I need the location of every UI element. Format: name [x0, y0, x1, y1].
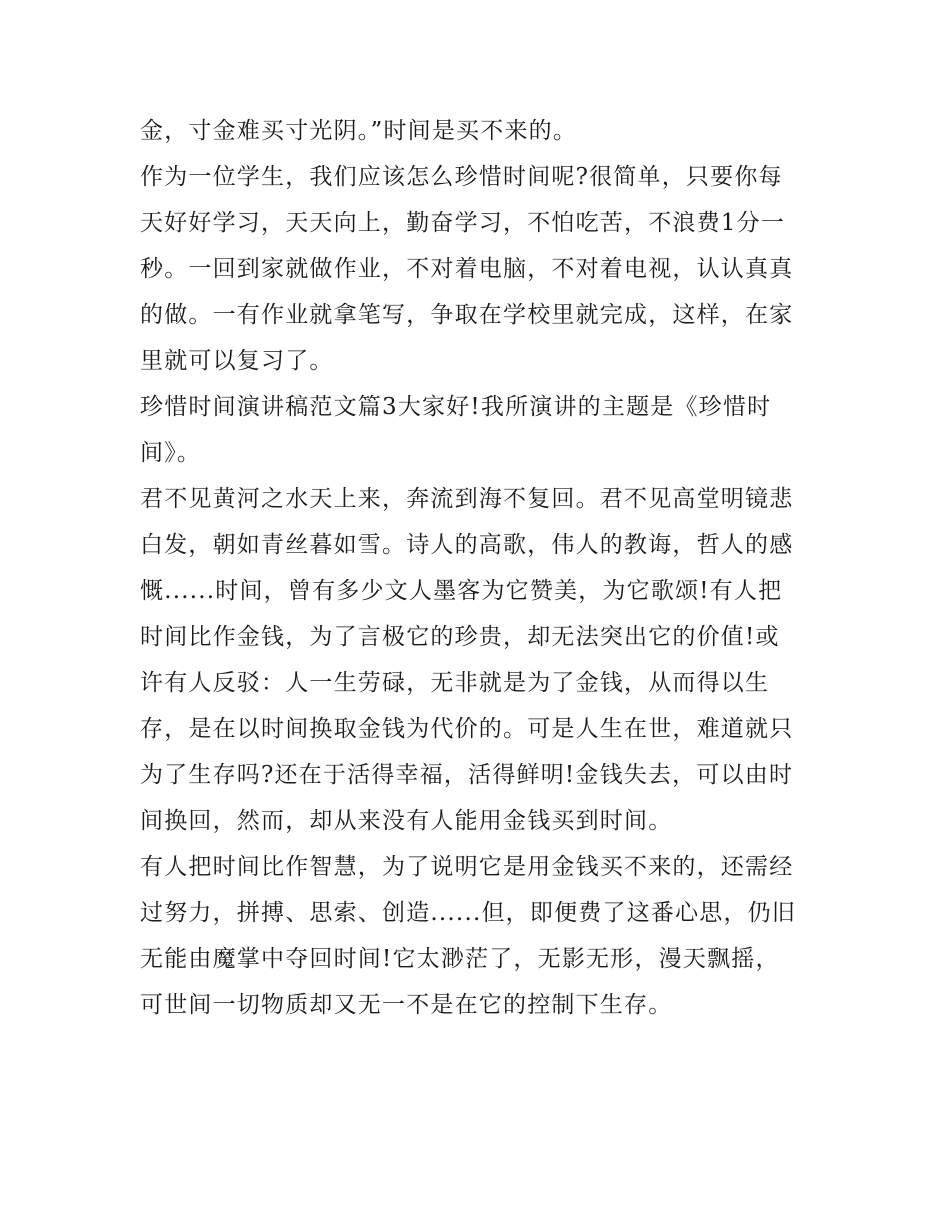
text-line: 为了生存吗?还在于活得幸福，活得鲜明!金钱失去，可以由时	[140, 762, 794, 788]
text-line: 珍惜时间演讲稿范文篇3大家好!我所演讲的主题是《珍惜时	[140, 394, 772, 420]
text-line: 作为一位学生，我们应该怎么珍惜时间呢?很简单，只要你每	[140, 164, 783, 190]
document-body	[140, 108, 820, 1028]
text-line: 有人把时间比作智慧，为了说明它是用金钱买不来的，还需经	[140, 854, 794, 880]
text-line: 间》。	[140, 440, 202, 466]
text-line: 慨......时间，曾有多少文人墨客为它赞美，为它歌颂!有人把	[140, 578, 783, 604]
text-line: 里就可以复习了。	[140, 348, 334, 374]
text-line: 君不见黄河之水天上来，奔流到海不复回。君不见高堂明镜悲	[140, 486, 794, 512]
text-line: 可世间一切物质却又无一不是在它的控制下生存。	[140, 992, 673, 1018]
text-line: 天好好学习，天天向上，勤奋学习，不怕吃苦，不浪费1分一	[140, 210, 786, 236]
text-line: 的做。一有作业就拿笔写，争取在学校里就完成，这样，在家	[140, 302, 794, 328]
text-line: 时间比作金钱，为了言极它的珍贵，却无法突出它的价值!或	[140, 624, 780, 650]
text-line: 许有人反驳：人一生劳碌，无非就是为了金钱，从而得以生	[140, 670, 770, 696]
text-line: 秒。一回到家就做作业，不对着电脑，不对着电视，认认真真	[140, 256, 794, 282]
text-line: 无能由魔掌中夺回时间!它太渺茫了，无影无形，漫天飘摇，	[140, 946, 780, 972]
text-line: 金，寸金难买寸光阴。”时间是买不来的。	[140, 118, 578, 144]
text-line: 间换回，然而，却从来没有人能用金钱买到时间。	[140, 808, 673, 834]
text-line: 过努力，拼搏、思索、创造......但，即便费了这番心思，仍旧	[140, 900, 797, 926]
text-line: 白发，朝如青丝暮如雪。诗人的高歌，伟人的教诲，哲人的感	[140, 532, 794, 558]
text-line: 存，是在以时间换取金钱为代价的。可是人生在世，难道就只	[140, 716, 794, 742]
